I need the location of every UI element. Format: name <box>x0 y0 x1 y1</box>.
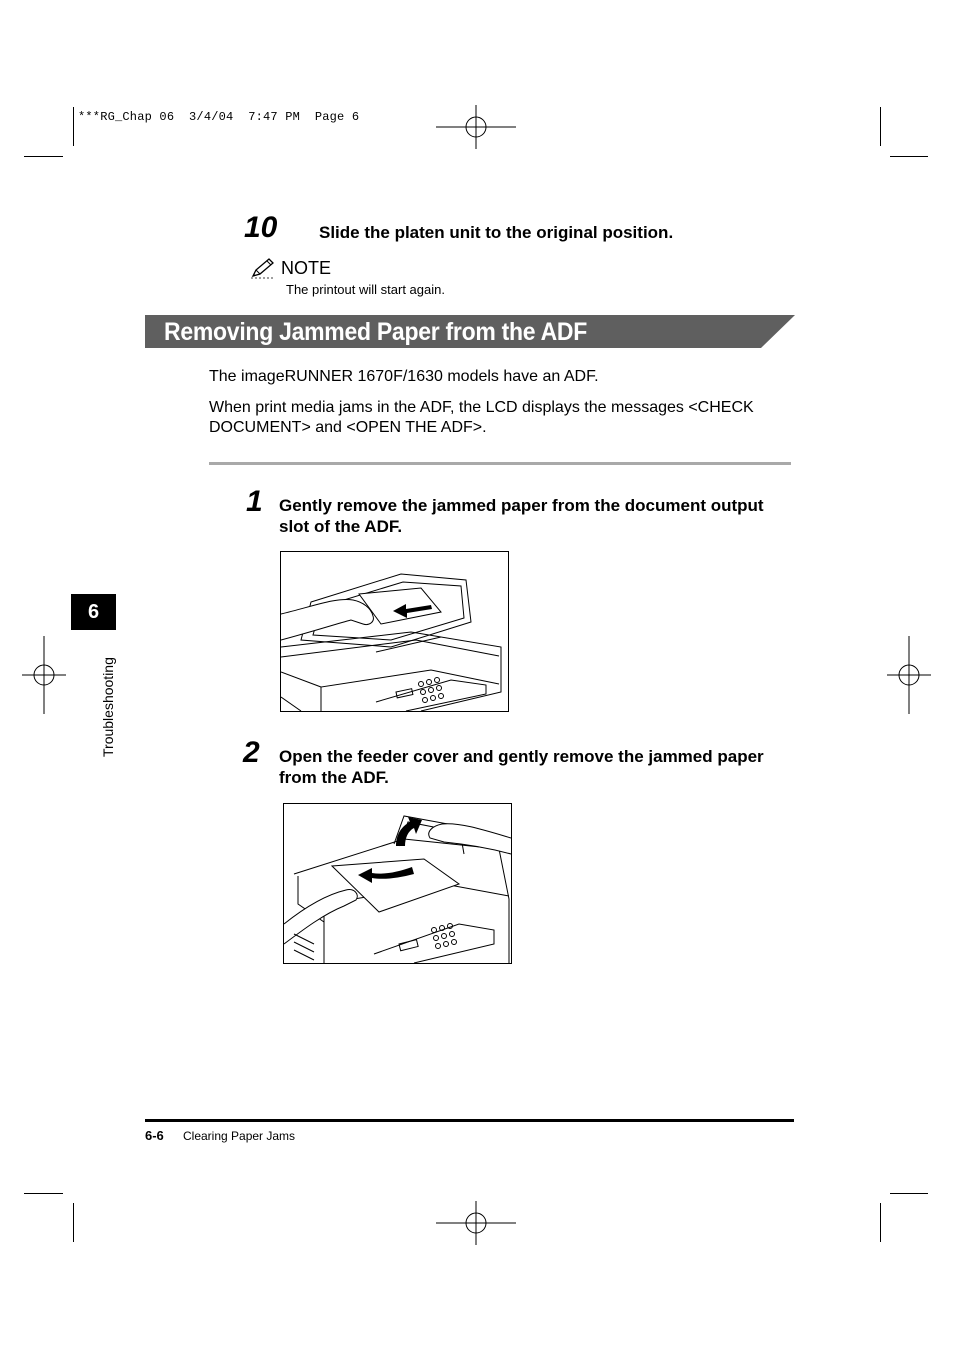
registration-mark-right <box>887 636 931 714</box>
pencil-icon <box>250 257 276 279</box>
registration-mark-bottom <box>436 1201 516 1245</box>
figure-open-feeder-cover <box>283 803 512 964</box>
step-2-text-line-1: Open the feeder cover and gently remove the jammed paper <box>279 747 764 766</box>
figure-remove-paper-output-slot <box>280 551 509 712</box>
note-text: The printout will start again. <box>286 282 445 297</box>
registration-mark-top <box>436 105 516 149</box>
intro-paragraph-1: The imageRUNNER 1670F/1630 models have an ADF. <box>209 368 599 385</box>
intro-paragraph-2-line-2: DOCUMENT> and <OPEN THE ADF>. <box>209 419 487 436</box>
footer-chapter-title: Clearing Paper Jams <box>183 1129 296 1143</box>
step-10-number: 10 <box>244 211 278 244</box>
note-label: NOTE <box>281 258 332 278</box>
registration-mark-left <box>22 636 66 714</box>
print-header: ***RG_Chap 06 3/4/04 7:47 PM Page 6 <box>78 110 360 124</box>
footer-rule <box>145 1119 794 1122</box>
chapter-tab: 6 <box>71 594 116 630</box>
section-divider <box>209 462 791 465</box>
chapter-side-label: Troubleshooting <box>100 657 116 757</box>
footer-page-number: 6-6 <box>145 1128 164 1143</box>
step-1-text-line-2: slot of the ADF. <box>279 517 403 536</box>
step-2-number: 2 <box>243 736 260 769</box>
section-title: Removing Jammed Paper from the ADF <box>164 318 588 346</box>
intro-paragraph-2-line-1: When print media jams in the ADF, the LCD displays the messages <CHECK <box>209 399 754 416</box>
step-10-text: Slide the platen unit to the original position. <box>319 223 674 242</box>
step-1-number: 1 <box>246 485 263 518</box>
step-2-text-line-2: from the ADF. <box>279 768 389 787</box>
step-1-text-line-1: Gently remove the jammed paper from the document output <box>279 496 764 515</box>
